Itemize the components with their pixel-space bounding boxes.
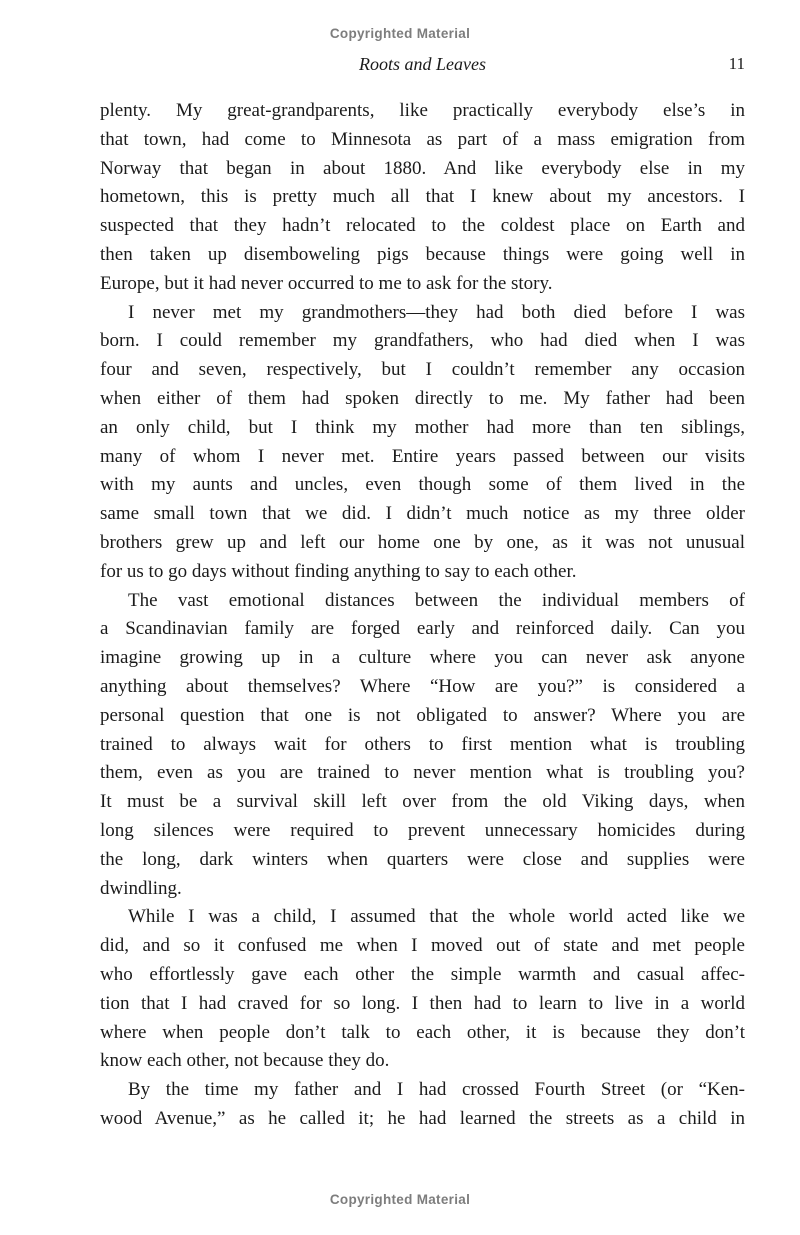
body-line: While I was a child, I assumed that the whole world acted like we <box>128 906 745 928</box>
body-line: for us to go days without finding anything to say to each other. <box>100 560 577 582</box>
running-head-title: Roots and Leaves <box>359 54 486 74</box>
body-line: brothers grew up and left our home one by one, as it was not unusual <box>100 531 745 553</box>
body-line: them, even as you are trained to never mention what is troubling you? <box>100 762 745 784</box>
body-line: The vast emotional distances between the individual members of <box>128 589 745 611</box>
body-line: when either of them had spoken directly to me. My father had been <box>100 387 745 409</box>
body-line: hometown, this is pretty much all that I knew about my ancestors. I <box>100 186 745 208</box>
body-line: suspected that they hadn’t relocated to the coldest place on Earth and <box>100 215 745 237</box>
body-line: many of whom I never met. Entire years passed between our visits <box>100 445 745 467</box>
body-line: know each other, not because they do. <box>100 1050 390 1072</box>
body-line: four and seven, respectively, but I couldn’t remember any occasion <box>100 359 745 381</box>
body-line: that town, had come to Minnesota as part of a mass emigration from <box>100 128 745 150</box>
body-line: did, and so it confused me when I moved out of state and met people <box>100 935 745 957</box>
body-line: dwindling. <box>100 877 182 899</box>
body-line: the long, dark winters when quarters were close and supplies were <box>100 848 745 870</box>
body-line: same small town that we did. I didn’t much notice as my three older <box>100 503 745 525</box>
copyright-notice-bottom: Copyrighted Material <box>329 1192 471 1207</box>
body-line: born. I could remember my grandfathers, who had died when I was <box>100 330 745 352</box>
copyright-notice-top: Copyrighted Material <box>329 26 471 41</box>
body-line: imagine growing up in a culture where you can never ask anyone <box>100 647 745 669</box>
body-line: tion that I had craved for so long. I then had to learn to live in a world <box>100 992 745 1014</box>
body-line: where when people don’t talk to each other, it is because they don’t <box>100 1021 745 1043</box>
body-line: an only child, but I think my mother had more than ten siblings, <box>100 416 745 438</box>
body-line: Norway that began in about 1880. And like everybody else in my <box>100 157 745 179</box>
body-line: wood Avenue,” as he called it; he had learned the streets as a child in <box>100 1107 745 1129</box>
running-header <box>100 52 745 76</box>
body-line: with my aunts and uncles, even though some of them lived in the <box>100 474 745 496</box>
page-number: 11 <box>728 54 745 73</box>
body-line: plenty. My great-grandparents, like practically everybody else’s in <box>100 100 745 121</box>
body-line: who effortlessly gave each other the simple warmth and casual affec- <box>100 963 745 985</box>
body-line: a Scandinavian family are forged early and reinforced daily. Can you <box>100 618 745 640</box>
body-line: anything about themselves? Where “How are you?” is considered a <box>100 675 745 697</box>
body-line: personal question that one is not obligated to answer? Where you are <box>100 704 745 726</box>
body-line: long silences were required to prevent unnecessary homicides during <box>100 819 745 841</box>
body-line: Europe, but it had never occurred to me to ask for the story. <box>100 272 553 294</box>
body-line: then taken up disemboweling pigs because things were going well in <box>100 243 745 265</box>
body-line: I never met my grandmothers—they had both died before I was <box>128 301 745 323</box>
body-line: By the time my father and I had crossed Fourth Street (or “Ken- <box>128 1079 745 1101</box>
body-line: It must be a survival skill left over from the old Viking days, when <box>100 791 745 813</box>
body-text <box>100 97 745 1134</box>
body-line: trained to always wait for others to first mention what is troubling <box>100 733 745 755</box>
